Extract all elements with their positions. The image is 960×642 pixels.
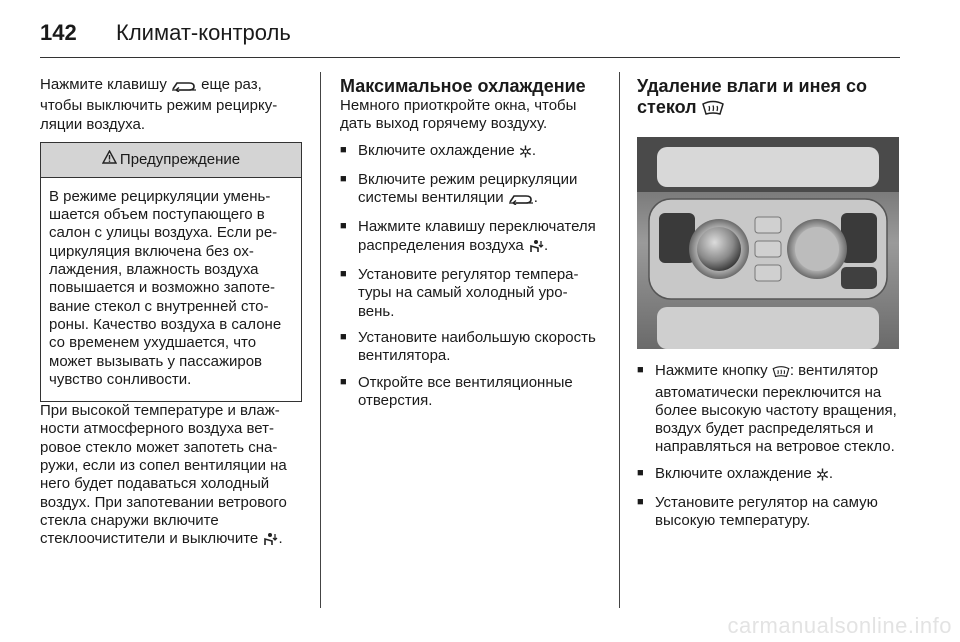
windscreen-defrost-icon [702, 98, 724, 121]
list-item: ■ Включите охлаждение . [637, 465, 901, 486]
column-divider-1 [320, 72, 321, 608]
warning-title: Предупреждение [119, 150, 241, 168]
warning-triangle-icon [102, 150, 117, 169]
list-item: ■ Установите наибольшую скорость вентилятора. [340, 329, 598, 366]
column-middle [340, 76, 598, 418]
warning-text: В режиме рециркуляции уменьшается объем поступающего в салон с улицы воздуха. Если рециркуляция включена без охлаждения, влажность воздуха повышается и возможно запотевание стекол с внутренней стороны. Качество воздуха в салоне со временем ухудшается, что может вызывать у пассажиров чувство сонливости. [49, 187, 282, 388]
demist-list [637, 362, 901, 530]
snowflake-icon [519, 145, 532, 163]
recirculation-icon [508, 191, 534, 210]
fogging-text: При высокой температуре и влажности атмосферного воздуха ветровое стекло может запотеть снаружи, если из сопел вентиляции на него будет подаваться холодный воздух. При запотевании ветрового стекла снаружи включите стеклоочистители и выключите [40, 402, 287, 548]
air-distribution-icon [262, 532, 278, 551]
air-distribution-icon [528, 239, 544, 258]
max-cooling-intro: Немного приоткройте окна, чтобы дать выход горячему воздуху. [340, 97, 577, 133]
section-title: Климат-контроль [116, 20, 291, 45]
list-item: ■ Нажмите кнопку : вентилятор автоматически переключится на более высокую частоту вращения, воздух будет распределяться и направляться на ветровое стекло. [637, 362, 901, 456]
windscreen-defrost-icon [772, 364, 790, 383]
warning-header [41, 143, 301, 178]
column-left [40, 76, 302, 552]
list-item: ■ Нажмите клавишу переключателя распределения воздуха . [340, 218, 598, 258]
fogging-text-end: . [278, 530, 283, 548]
column-right [637, 76, 901, 539]
demist-heading: Удаление влаги и инея со стекол [637, 76, 901, 121]
recirculation-intro [40, 76, 302, 134]
list-item: ■ Включите охлаждение . [340, 142, 598, 163]
recirculation-icon [171, 78, 197, 97]
watermark: carmanualsonline.info [727, 613, 952, 638]
list-item: ■ Установите регулятор на самую высокую температуру. [637, 494, 901, 531]
list-item: ■ Включите режим рециркуляции системы вентиляции . [340, 171, 598, 211]
list-item: ■ Установите регулятор температуры на самый холодный уровень. [340, 266, 598, 321]
list-item: ■ Откройте все вентиляционные отверстия. [340, 374, 598, 411]
page-number: 142 [40, 20, 77, 45]
column-divider-2 [619, 72, 620, 608]
snowflake-icon [816, 468, 829, 486]
fogging-paragraph [40, 402, 302, 551]
max-cooling-heading: Максимальное охлаждение [340, 76, 586, 96]
warning-box [40, 142, 302, 402]
page-header [40, 20, 291, 46]
intro-text-a: Нажмите клавишу [40, 76, 167, 93]
climate-control-panel-photo [637, 137, 899, 349]
intro-text-b: еще раз, чтобы выключить режим рециркуляции воздуха. [40, 76, 278, 133]
max-cooling-list [340, 142, 598, 411]
header-rule [40, 57, 900, 58]
